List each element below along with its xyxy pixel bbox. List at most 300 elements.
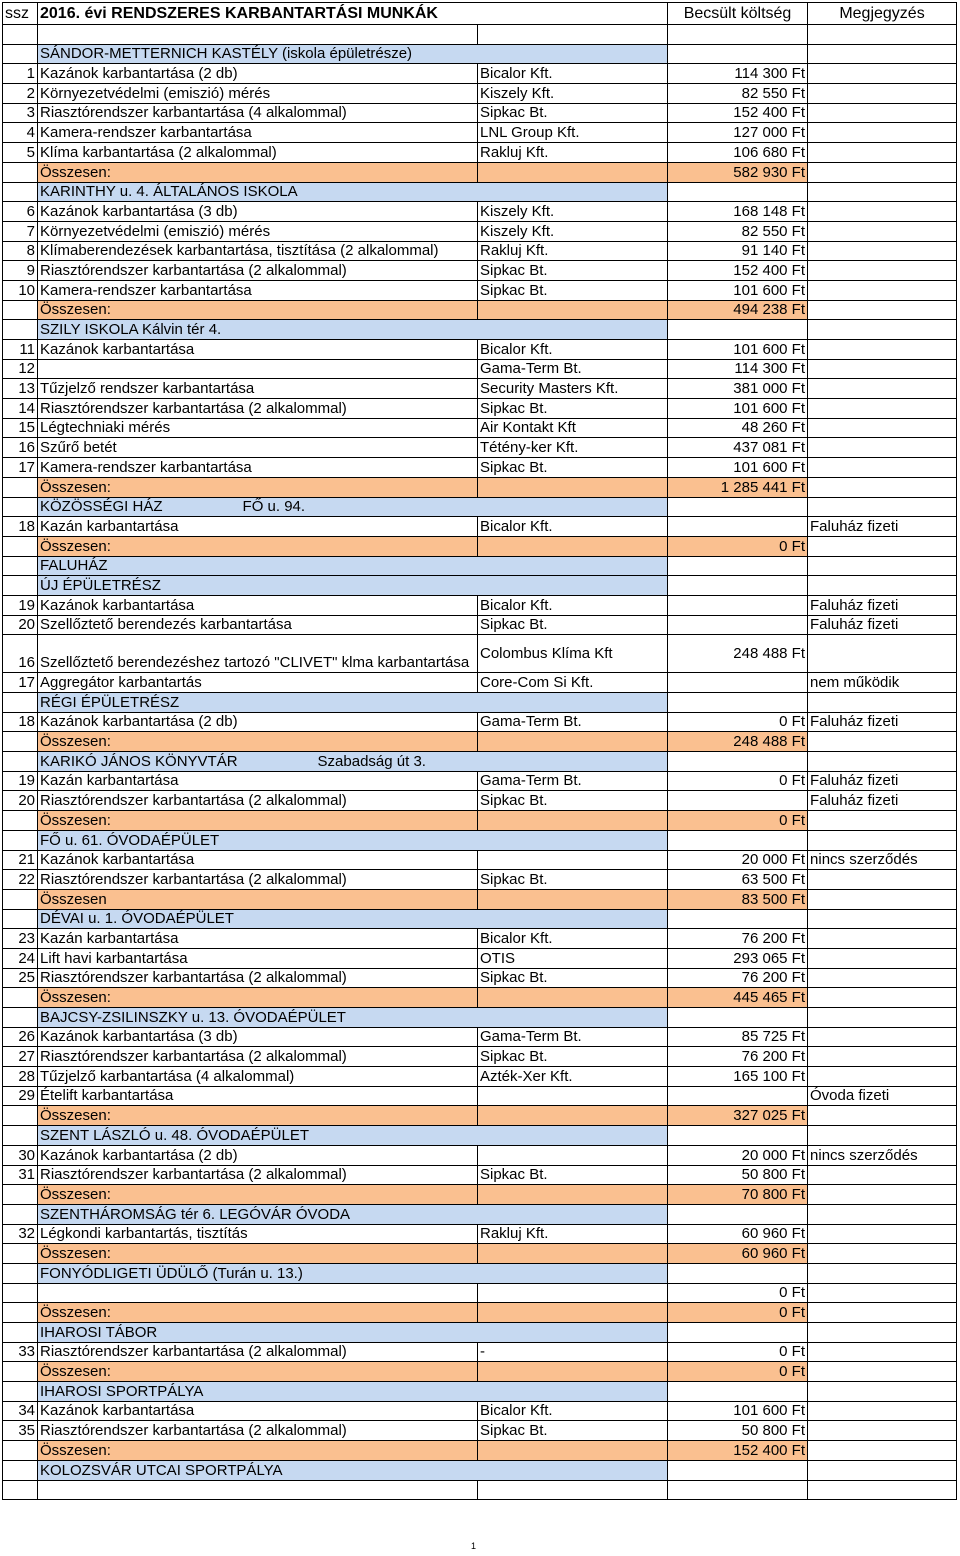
- estimated-cost: 20 000 Ft: [668, 850, 808, 870]
- empty-cell: [478, 889, 668, 909]
- row-number: 5: [3, 143, 38, 163]
- row-number: 7: [3, 221, 38, 241]
- table-row: [3, 1401, 957, 1421]
- empty-cell: [808, 1008, 957, 1028]
- work-description: Riasztórendszer karbantartása (2 alkalommal): [38, 968, 478, 988]
- total-cost: 445 465 Ft: [668, 988, 808, 1008]
- section-title: RÉGI ÉPÜLETRÉSZ: [38, 693, 668, 713]
- work-description: Aggregátor karbantartás: [38, 673, 478, 693]
- section-row: [3, 1204, 957, 1224]
- contractor: Sipkac Bt.: [478, 458, 668, 478]
- section-row: [3, 752, 957, 772]
- empty-cell: [3, 300, 38, 320]
- section-row: [3, 1323, 957, 1343]
- work-description: Kazán karbantartása: [38, 771, 478, 791]
- empty-cell: [808, 320, 957, 340]
- remark: [808, 261, 957, 281]
- row-number: 19: [3, 595, 38, 615]
- contractor: -: [478, 1342, 668, 1362]
- estimated-cost: 168 148 Ft: [668, 202, 808, 222]
- empty-cell: [668, 909, 808, 929]
- row-number: 14: [3, 399, 38, 419]
- remark: [808, 438, 957, 458]
- table-row: [3, 261, 957, 281]
- estimated-cost: 82 550 Ft: [668, 221, 808, 241]
- table-row: [3, 850, 957, 870]
- empty-cell: [808, 477, 957, 497]
- empty-cell: [808, 1126, 957, 1146]
- estimated-cost: [668, 615, 808, 635]
- empty-cell: [808, 830, 957, 850]
- work-description: Kamera-rendszer karbantartása: [38, 458, 478, 478]
- total-cost: 70 800 Ft: [668, 1185, 808, 1205]
- section-title: SÁNDOR-METTERNICH KASTÉLY (iskola épületrésze): [38, 44, 668, 64]
- empty-cell: [808, 1303, 957, 1323]
- remark: [808, 340, 957, 360]
- work-description: Lift havi karbantartása: [38, 948, 478, 968]
- empty-cell: [3, 752, 38, 772]
- empty-cell: [3, 889, 38, 909]
- empty-cell: [3, 162, 38, 182]
- empty-cell: [668, 182, 808, 202]
- total-row: [3, 162, 957, 182]
- table-row: [3, 673, 957, 693]
- work-description: [38, 359, 478, 379]
- total-row: [3, 536, 957, 556]
- empty-cell: [3, 497, 38, 517]
- remark: [808, 929, 957, 949]
- total-row: [3, 300, 957, 320]
- remark: [808, 221, 957, 241]
- empty-cell: [3, 1126, 38, 1146]
- section-row: [3, 909, 957, 929]
- contractor: [478, 1283, 668, 1303]
- row-number: 9: [3, 261, 38, 281]
- row-number: 18: [3, 517, 38, 537]
- work-description: Szellőztető berendezés karbantartása: [38, 615, 478, 635]
- total-cost: 327 025 Ft: [668, 1106, 808, 1126]
- section-row: [3, 1382, 957, 1402]
- empty-cell: [668, 497, 808, 517]
- row-number: 34: [3, 1401, 38, 1421]
- empty-cell: [3, 320, 38, 340]
- table-row: [3, 458, 957, 478]
- remark: Faluház fizeti: [808, 712, 957, 732]
- empty-cell: [3, 1323, 38, 1343]
- remark: Faluház fizeti: [808, 595, 957, 615]
- section-title: FONYÓDLIGETI ÜDÜLŐ (Turán u. 13.): [38, 1263, 668, 1283]
- empty-cell: [3, 182, 38, 202]
- work-description: Riasztórendszer karbantartása (2 alkalommal): [38, 1342, 478, 1362]
- section-title: DÉVAI u. 1. ÓVODAÉPÜLET: [38, 909, 668, 929]
- empty-cell: [808, 576, 957, 596]
- table-row: [3, 771, 957, 791]
- estimated-cost: [668, 673, 808, 693]
- table-row: [3, 399, 957, 419]
- work-description: Környezetvédelmi (emiszió) mérés: [38, 84, 478, 104]
- empty-cell: [668, 830, 808, 850]
- row-number: 28: [3, 1067, 38, 1087]
- estimated-cost: 152 400 Ft: [668, 261, 808, 281]
- contractor: Sipkac Bt.: [478, 870, 668, 890]
- table-row: [3, 1086, 957, 1106]
- row-number: 20: [3, 791, 38, 811]
- work-description: Kazánok karbantartása: [38, 340, 478, 360]
- empty-cell: [808, 497, 957, 517]
- estimated-cost: 101 600 Ft: [668, 1401, 808, 1421]
- table-row: [3, 379, 957, 399]
- contractor: [478, 850, 668, 870]
- table-row: [3, 438, 957, 458]
- estimated-cost: 76 200 Ft: [668, 968, 808, 988]
- contractor: Gama-Term Bt.: [478, 359, 668, 379]
- estimated-cost: 381 000 Ft: [668, 379, 808, 399]
- section-title: KARINTHY u. 4. ÁLTALÁNOS ISKOLA: [38, 182, 668, 202]
- empty-cell: [3, 477, 38, 497]
- contractor: Air Kontakt Kft: [478, 418, 668, 438]
- table-row: [3, 84, 957, 104]
- row-number: 13: [3, 379, 38, 399]
- total-cost: 494 238 Ft: [668, 300, 808, 320]
- table-row: [3, 340, 957, 360]
- empty-cell: [808, 182, 957, 202]
- section-title: ÚJ ÉPÜLETRÉSZ: [38, 576, 668, 596]
- row-number: 3: [3, 103, 38, 123]
- section-title: FŐ u. 61. ÓVODAÉPÜLET: [38, 830, 668, 850]
- table-row: [3, 968, 957, 988]
- row-number: [3, 1283, 38, 1303]
- row-number: 18: [3, 712, 38, 732]
- total-label: Összesen:: [38, 1106, 478, 1126]
- empty-cell: [478, 1106, 668, 1126]
- contractor: Colombus Klíma Kft: [478, 635, 668, 673]
- contractor: Core-Com Si Kft.: [478, 673, 668, 693]
- remark: [808, 379, 957, 399]
- empty-cell: [3, 909, 38, 929]
- total-label: Összesen:: [38, 732, 478, 752]
- section-row: [3, 44, 957, 64]
- estimated-cost: 165 100 Ft: [668, 1067, 808, 1087]
- row-number: 1: [3, 64, 38, 84]
- section-row: [3, 497, 957, 517]
- empty-cell: [808, 1204, 957, 1224]
- table-row: [3, 241, 957, 261]
- remark: [808, 1342, 957, 1362]
- empty-cell: [808, 1480, 957, 1500]
- empty-cell: [808, 1263, 957, 1283]
- remark: [808, 399, 957, 419]
- empty-cell: [3, 1480, 38, 1500]
- remark: [808, 948, 957, 968]
- row-number: 35: [3, 1421, 38, 1441]
- row-number: 16: [3, 438, 38, 458]
- contractor: [478, 1145, 668, 1165]
- total-row: [3, 1441, 957, 1461]
- empty-cell: [3, 44, 38, 64]
- remark: [808, 1401, 957, 1421]
- table-row: [3, 1067, 957, 1087]
- contractor: Bicalor Kft.: [478, 64, 668, 84]
- total-cost: 1 285 441 Ft: [668, 477, 808, 497]
- contractor: Sipkac Bt.: [478, 1047, 668, 1067]
- table-row: [3, 221, 957, 241]
- contractor: Sipkac Bt.: [478, 615, 668, 635]
- remark: [808, 1027, 957, 1047]
- contractor: Bicalor Kft.: [478, 1401, 668, 1421]
- work-description: Riasztórendszer karbantartása (2 alkalommal): [38, 1165, 478, 1185]
- remark: [808, 84, 957, 104]
- remark: [808, 635, 957, 673]
- estimated-cost: [668, 517, 808, 537]
- row-number: 8: [3, 241, 38, 261]
- work-description: Légtechniaki mérés: [38, 418, 478, 438]
- total-cost: 248 488 Ft: [668, 732, 808, 752]
- work-description: Riasztórendszer karbantartása (2 alkalommal): [38, 791, 478, 811]
- total-row: [3, 732, 957, 752]
- row-number: 20: [3, 615, 38, 635]
- empty-cell: [478, 1185, 668, 1205]
- section-row: [3, 320, 957, 340]
- table-row: [3, 635, 957, 673]
- empty-cell: [808, 1441, 957, 1461]
- section-address: FŐ u. 94.: [242, 498, 306, 516]
- table-row: [3, 712, 957, 732]
- empty-cell: [808, 1460, 957, 1480]
- empty-cell: [808, 162, 957, 182]
- empty-cell: [808, 1106, 957, 1126]
- total-row: [3, 1106, 957, 1126]
- remark: [808, 418, 957, 438]
- empty-cell: [668, 576, 808, 596]
- remark: Óvoda fizeti: [808, 1086, 957, 1106]
- contractor: [478, 1086, 668, 1106]
- empty-cell: [668, 1460, 808, 1480]
- empty-cell: [478, 732, 668, 752]
- empty-cell: [3, 536, 38, 556]
- row-number: 17: [3, 673, 38, 693]
- row-number: 17: [3, 458, 38, 478]
- work-description: Kazánok karbantartása: [38, 595, 478, 615]
- remark: [808, 870, 957, 890]
- total-cost: 0 Ft: [668, 811, 808, 831]
- estimated-cost: 437 081 Ft: [668, 438, 808, 458]
- empty-cell: [808, 536, 957, 556]
- row-number: 2: [3, 84, 38, 104]
- empty-cell: [478, 988, 668, 1008]
- empty-cell: [3, 1441, 38, 1461]
- row-number: 12: [3, 359, 38, 379]
- total-row: [3, 477, 957, 497]
- total-label: Összesen:: [38, 536, 478, 556]
- header-note: Megjegyzés: [808, 3, 957, 25]
- total-label: Összesen:: [38, 1441, 478, 1461]
- empty-cell: [668, 1126, 808, 1146]
- section-title: IHAROSI TÁBOR: [38, 1323, 668, 1343]
- estimated-cost: 0 Ft: [668, 712, 808, 732]
- section-title: IHAROSI SPORTPÁLYA: [38, 1382, 668, 1402]
- section-title: [38, 752, 668, 772]
- empty-cell: [808, 732, 957, 752]
- total-row: [3, 1362, 957, 1382]
- row-number: 19: [3, 771, 38, 791]
- estimated-cost: 82 550 Ft: [668, 84, 808, 104]
- remark: Faluház fizeti: [808, 791, 957, 811]
- blank-row: [3, 1480, 957, 1500]
- contractor: Sipkac Bt.: [478, 791, 668, 811]
- empty-cell: [668, 1382, 808, 1402]
- remark: [808, 1067, 957, 1087]
- empty-cell: [668, 1323, 808, 1343]
- table-row: [3, 359, 957, 379]
- empty-cell: [478, 536, 668, 556]
- work-description: Kamera-rendszer karbantartása: [38, 123, 478, 143]
- table-row: [3, 1342, 957, 1362]
- table-row: [3, 948, 957, 968]
- empty-cell: [3, 693, 38, 713]
- remark: nincs szerződés: [808, 850, 957, 870]
- empty-cell: [3, 25, 38, 45]
- work-description: [38, 1283, 478, 1303]
- contractor: Azték-Xer Kft.: [478, 1067, 668, 1087]
- empty-cell: [808, 1185, 957, 1205]
- table-row: [3, 1224, 957, 1244]
- row-number: 16: [3, 635, 38, 673]
- work-description: Riasztórendszer karbantartása (2 alkalommal): [38, 399, 478, 419]
- total-row: [3, 1244, 957, 1264]
- section-title: FALUHÁZ: [38, 556, 668, 576]
- estimated-cost: 101 600 Ft: [668, 340, 808, 360]
- empty-cell: [3, 811, 38, 831]
- row-number: 23: [3, 929, 38, 949]
- section-row: [3, 556, 957, 576]
- section-row: [3, 576, 957, 596]
- work-description: Klímaberendezések karbantartása, tisztítása (2 alkalommal): [38, 241, 478, 261]
- total-row: [3, 988, 957, 1008]
- contractor: Bicalor Kft.: [478, 517, 668, 537]
- work-description: Riasztórendszer karbantartása (2 alkalommal): [38, 870, 478, 890]
- empty-cell: [668, 1008, 808, 1028]
- header-no: ssz: [3, 3, 38, 25]
- work-description: Kazán karbantartása: [38, 517, 478, 537]
- table-row: [3, 791, 957, 811]
- contractor: Bicalor Kft.: [478, 595, 668, 615]
- total-row: [3, 1303, 957, 1323]
- empty-cell: [478, 1244, 668, 1264]
- contractor: OTIS: [478, 948, 668, 968]
- table-row: [3, 280, 957, 300]
- table-row: [3, 123, 957, 143]
- empty-cell: [478, 1362, 668, 1382]
- estimated-cost: 76 200 Ft: [668, 929, 808, 949]
- work-description: Tűzjelző rendszer karbantartása: [38, 379, 478, 399]
- work-description: Klíma karbantartása (2 alkalommal): [38, 143, 478, 163]
- estimated-cost: 76 200 Ft: [668, 1047, 808, 1067]
- total-row: [3, 889, 957, 909]
- row-number: 32: [3, 1224, 38, 1244]
- table-row: [3, 870, 957, 890]
- empty-cell: [808, 988, 957, 1008]
- empty-cell: [3, 1382, 38, 1402]
- total-label: Összesen:: [38, 162, 478, 182]
- row-number: 29: [3, 1086, 38, 1106]
- table-row: [3, 595, 957, 615]
- remark: Faluház fizeti: [808, 771, 957, 791]
- estimated-cost: [668, 595, 808, 615]
- section-title: [38, 497, 668, 517]
- empty-cell: [3, 1362, 38, 1382]
- work-description: Kazánok karbantartása: [38, 1401, 478, 1421]
- row-number: 6: [3, 202, 38, 222]
- remark: [808, 359, 957, 379]
- empty-cell: [478, 1303, 668, 1323]
- blank-row: [3, 25, 957, 45]
- estimated-cost: [668, 1086, 808, 1106]
- empty-cell: [808, 693, 957, 713]
- estimated-cost: 152 400 Ft: [668, 103, 808, 123]
- empty-cell: [3, 732, 38, 752]
- remark: Faluház fizeti: [808, 517, 957, 537]
- work-description: Kamera-rendszer karbantartása: [38, 280, 478, 300]
- work-description: Kazánok karbantartása: [38, 850, 478, 870]
- section-address: Szabadság út 3.: [317, 752, 426, 770]
- contractor: Sipkac Bt.: [478, 968, 668, 988]
- contractor: Sipkac Bt.: [478, 1421, 668, 1441]
- remark: [808, 1047, 957, 1067]
- remark: [808, 241, 957, 261]
- remark: [808, 64, 957, 84]
- contractor: Kiszely Kft.: [478, 221, 668, 241]
- estimated-cost: [668, 791, 808, 811]
- remark: [808, 1283, 957, 1303]
- table-row: [3, 615, 957, 635]
- contractor: Gama-Term Bt.: [478, 771, 668, 791]
- empty-cell: [668, 1480, 808, 1500]
- remark: nem működik: [808, 673, 957, 693]
- empty-cell: [808, 1362, 957, 1382]
- estimated-cost: 50 800 Ft: [668, 1165, 808, 1185]
- estimated-cost: 60 960 Ft: [668, 1224, 808, 1244]
- work-description: Tűzjelző karbantartása (4 alkalommal): [38, 1067, 478, 1087]
- contractor: Gama-Term Bt.: [478, 712, 668, 732]
- contractor: Sipkac Bt.: [478, 261, 668, 281]
- empty-cell: [478, 162, 668, 182]
- row-number: 26: [3, 1027, 38, 1047]
- header-title: 2016. évi RENDSZERES KARBANTARTÁSI MUNKÁK: [38, 3, 668, 25]
- table-row: [3, 517, 957, 537]
- work-description: Ételift karbantartása: [38, 1086, 478, 1106]
- estimated-cost: 0 Ft: [668, 1283, 808, 1303]
- empty-cell: [3, 1008, 38, 1028]
- empty-cell: [808, 300, 957, 320]
- table-row: [3, 143, 957, 163]
- table-row: [3, 1165, 957, 1185]
- empty-cell: [808, 909, 957, 929]
- contractor: Sipkac Bt.: [478, 280, 668, 300]
- estimated-cost: 20 000 Ft: [668, 1145, 808, 1165]
- row-number: 15: [3, 418, 38, 438]
- total-label: Összesen: [38, 889, 478, 909]
- table-row: [3, 418, 957, 438]
- row-number: 4: [3, 123, 38, 143]
- empty-cell: [478, 1480, 668, 1500]
- maintenance-table: [2, 2, 957, 1500]
- work-description: Kazánok karbantartása (3 db): [38, 202, 478, 222]
- empty-cell: [3, 1106, 38, 1126]
- empty-cell: [3, 1204, 38, 1224]
- contractor: Security Masters Kft.: [478, 379, 668, 399]
- work-description: Kazánok karbantartása (2 db): [38, 712, 478, 732]
- empty-cell: [668, 25, 808, 45]
